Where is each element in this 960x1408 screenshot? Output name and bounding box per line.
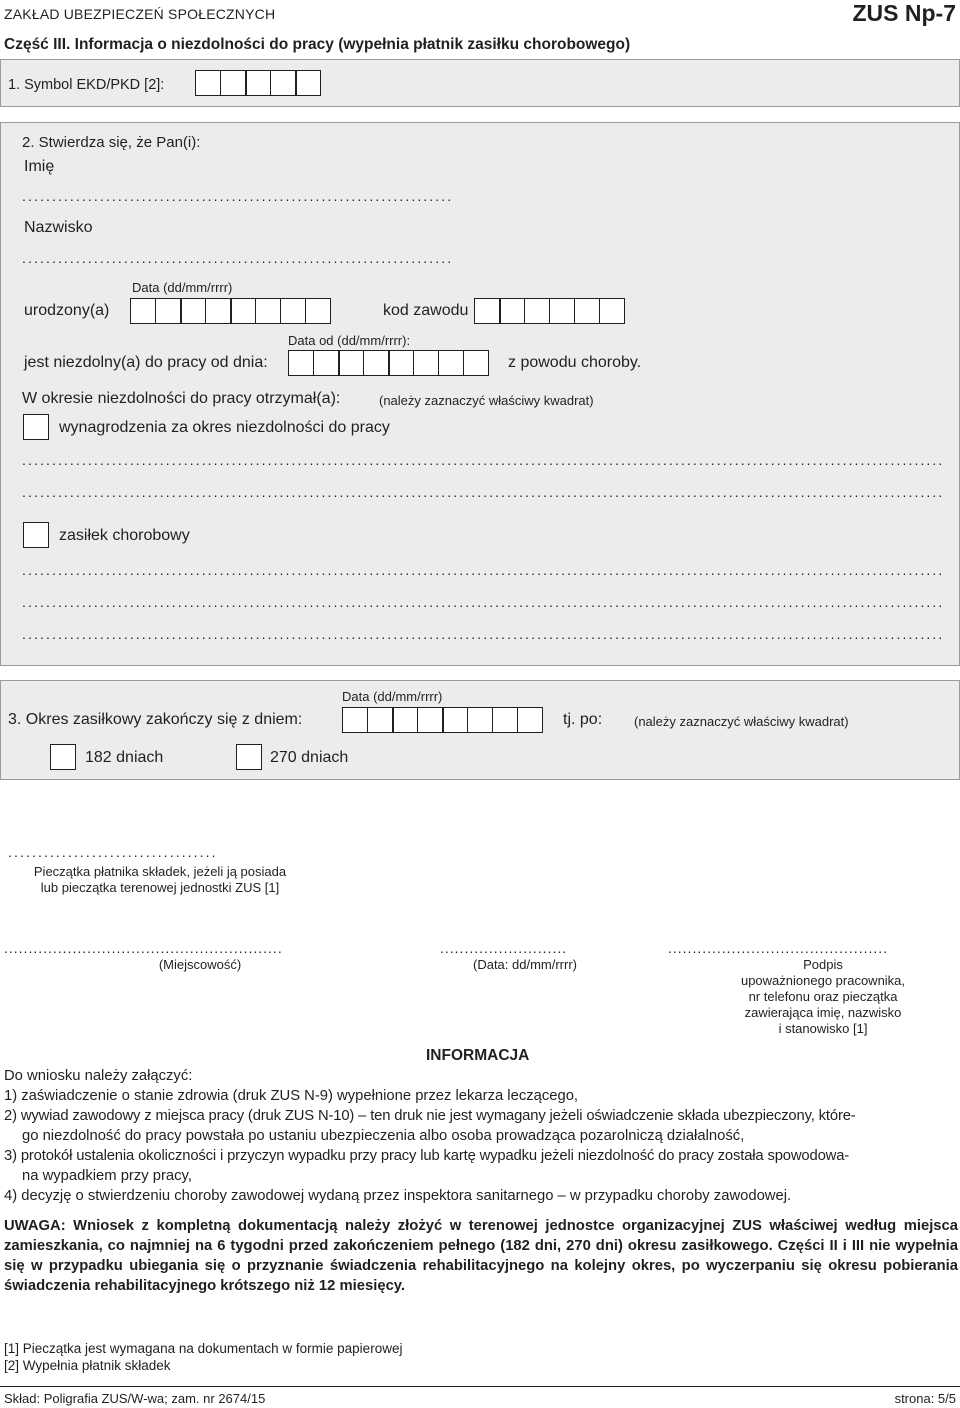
ekd-digit-box[interactable]: [220, 70, 246, 96]
mark-hint: (należy zaznaczyć właściwy kwadrat): [379, 393, 594, 408]
occupation-code-label: kod zawodu: [383, 302, 469, 319]
signature-caption-5: i stanowisko [1]: [778, 1021, 868, 1036]
occupation-digit-box[interactable]: [574, 298, 600, 324]
salary-dotted-line: ..........................................................................................................................................................: [22, 452, 945, 468]
info-item-4: 4) decyzję o stwierdzeniu choroby zawodowej wydaną przez inspektora sanitarnego – w przypadku choroby zawodowej.: [4, 1188, 792, 1204]
warning-text: UWAGA: Wniosek z kompletną dokumentacją należy złożyć w terenowej jednostce organizacyjnej ZUS właściwej według miejsca zamieszkania, co najmniej na 6 tygodni przed zakończeniem pełnego (182 dni, 270 dni) okresu zasiłkowego. Części II i III nie wypełnia się w przypadku ubiegania się o przyznanie świadczenia rehabilitacyjnego na kolejny okres, po wyczerpaniu się okresu pobierania świadczenia rehabilitacyjnego krótszego niż 12 miesięcy.: [4, 1218, 958, 1294]
date-digit-box[interactable]: [413, 350, 439, 376]
date-digit-box[interactable]: [342, 707, 368, 733]
received-label: W okresie niezdolności do pracy otrzymał(a):: [22, 390, 341, 407]
date-digit-box[interactable]: [230, 298, 256, 324]
sickness-dotted-line: ..........................................................................................................................................................: [22, 594, 945, 610]
born-label: urodzony(a): [24, 302, 110, 319]
date-digit-box[interactable]: [313, 350, 339, 376]
first-name-dotted-line: ........................................................................: [22, 188, 454, 204]
date-digit-box[interactable]: [305, 298, 331, 324]
page-number: strona: 5/5: [894, 1391, 956, 1406]
270-days-checkbox[interactable]: [236, 744, 262, 770]
date-digit-box[interactable]: [280, 298, 306, 324]
from-date-boxes: [288, 350, 488, 376]
place-dotted-line: .........................................................: [4, 940, 283, 956]
ekd-code-boxes: [195, 70, 320, 96]
info-item-3a: 3) protokół ustalenia okoliczności i przyczyn wypadku przy pracy lub kartę wypadku jeżeli niezdolność do pracy została spowodowa-: [4, 1148, 850, 1164]
ekd-digit-box[interactable]: [295, 70, 321, 96]
182-days-label: 182 dniach: [85, 749, 164, 766]
footnote-2: [2] Wypełnia płatnik składek: [4, 1358, 171, 1373]
date-digit-box[interactable]: [517, 707, 543, 733]
benefit-end-label: 3. Okres zasiłkowy zakończy się z dniem:: [8, 711, 303, 728]
date-dotted-line: ..........................: [440, 940, 568, 956]
first-name-label: Imię: [24, 158, 55, 175]
date-digit-box[interactable]: [438, 350, 464, 376]
sickness-option-label: zasiłek chorobowy: [59, 527, 190, 544]
due-to-illness-text: z powodu choroby.: [508, 354, 642, 371]
from-date-caption: Data od (dd/mm/rrrr):: [288, 333, 411, 348]
182-days-checkbox[interactable]: [50, 744, 76, 770]
date-digit-box[interactable]: [255, 298, 281, 324]
field2-label: 2. Stwierdza się, że Pan(i):: [22, 134, 201, 151]
last-name-dotted-line: ........................................................................: [22, 250, 454, 266]
end-date-caption: Data (dd/mm/rrrr): [342, 689, 443, 704]
occupation-digit-box[interactable]: [524, 298, 550, 324]
end-date-boxes: [342, 707, 542, 733]
date-digit-box[interactable]: [367, 707, 393, 733]
info-item-2a: 2) wywiad zawodowy z miejsca pracy (druk ZUS N-10) – ten druk nie jest wymagany jeżeli oświadczenie składa ubezpieczony, które-: [4, 1108, 856, 1124]
stamp-caption-1: Pieczątka płatnika składek, jeżeli ją posiada: [33, 864, 287, 879]
salary-dotted-line: ..........................................................................................................................................................: [22, 484, 945, 500]
ie-label: tj. po:: [563, 711, 603, 728]
date-digit-box[interactable]: [288, 350, 314, 376]
date-digit-box[interactable]: [155, 298, 181, 324]
stamp-dotted-line: ...................................: [8, 844, 218, 860]
birth-date-boxes: [130, 298, 330, 324]
date-digit-box[interactable]: [467, 707, 493, 733]
date-digit-box[interactable]: [463, 350, 489, 376]
info-item-2b: go niezdolność do pracy powstała po ustaniu ubezpieczenia albo osoba prowadząca pozarolniczą działalność,: [22, 1128, 745, 1144]
info-heading: INFORMACJA: [426, 1047, 530, 1064]
ekd-digit-box[interactable]: [195, 70, 221, 96]
date-digit-box[interactable]: [492, 707, 518, 733]
print-info: Skład: Poligrafia ZUS/W-wa; zam. nr 2674/15: [4, 1391, 266, 1406]
salary-option-label: wynagrodzenia za okres niezdolności do pracy: [59, 419, 390, 436]
occupation-digit-box[interactable]: [474, 298, 500, 324]
occupation-digit-box[interactable]: [599, 298, 625, 324]
date-digit-box[interactable]: [388, 350, 414, 376]
info-item-3b: na wypadkiem przy pracy,: [22, 1168, 192, 1184]
signature-caption-3: nr telefonu oraz pieczątka: [748, 989, 898, 1004]
sickness-dotted-line: ..........................................................................................................................................................: [22, 626, 945, 642]
stamp-caption-2: lub pieczątka terenowej jednostki ZUS [1]: [40, 880, 280, 895]
sickness-benefit-checkbox[interactable]: [23, 522, 49, 548]
info-item-1: 1) zaświadczenie o stanie zdrowia (druk ZUS N-9) wypełnione przez lekarza leczącego,: [4, 1088, 579, 1104]
ekd-label: 1. Symbol EKD/PKD [2]:: [8, 77, 165, 93]
occupation-code-boxes: [474, 298, 624, 324]
date-digit-box[interactable]: [130, 298, 156, 324]
date-digit-box[interactable]: [392, 707, 418, 733]
270-days-label: 270 dniach: [270, 749, 349, 766]
form-code: ZUS Np-7: [852, 0, 956, 26]
date-digit-box[interactable]: [442, 707, 468, 733]
signature-caption-4: zawierająca imię, nazwisko: [744, 1005, 902, 1020]
sickness-dotted-line: ..........................................................................................................................................................: [22, 562, 945, 578]
organization-name: ZAKŁAD UBEZPIECZEŃ SPOŁECZNYCH: [4, 6, 276, 22]
date-digit-box[interactable]: [205, 298, 231, 324]
mark-hint-3: (należy zaznaczyć właściwy kwadrat): [634, 714, 849, 729]
footnote-1: [1] Pieczątka jest wymagana na dokumentach w formie papierowej: [4, 1341, 403, 1356]
signature-dotted-line: .............................................: [668, 940, 889, 956]
ekd-digit-box[interactable]: [245, 70, 271, 96]
date-caption: (Data: dd/mm/rrrr): [473, 957, 577, 972]
birth-date-caption: Data (dd/mm/rrrr): [132, 280, 233, 295]
salary-checkbox[interactable]: [23, 414, 49, 440]
date-digit-box[interactable]: [417, 707, 443, 733]
footer-divider: [0, 1386, 960, 1387]
place-caption: (Miejscowość): [158, 957, 242, 972]
part-title: Część III. Informacja o niezdolności do pracy (wypełnia płatnik zasiłku chorobowego): [4, 36, 631, 53]
date-digit-box[interactable]: [338, 350, 364, 376]
last-name-label: Nazwisko: [24, 219, 93, 236]
date-digit-box[interactable]: [180, 298, 206, 324]
occupation-digit-box[interactable]: [499, 298, 525, 324]
info-intro: Do wniosku należy załączyć:: [4, 1068, 193, 1084]
date-digit-box[interactable]: [363, 350, 389, 376]
incapable-label: jest niezdolny(a) do pracy od dnia:: [24, 354, 268, 371]
signature-caption-2: upoważnionego pracownika,: [740, 973, 906, 988]
signature-caption-1: Podpis: [803, 957, 843, 972]
occupation-digit-box[interactable]: [549, 298, 575, 324]
ekd-digit-box[interactable]: [270, 70, 296, 96]
